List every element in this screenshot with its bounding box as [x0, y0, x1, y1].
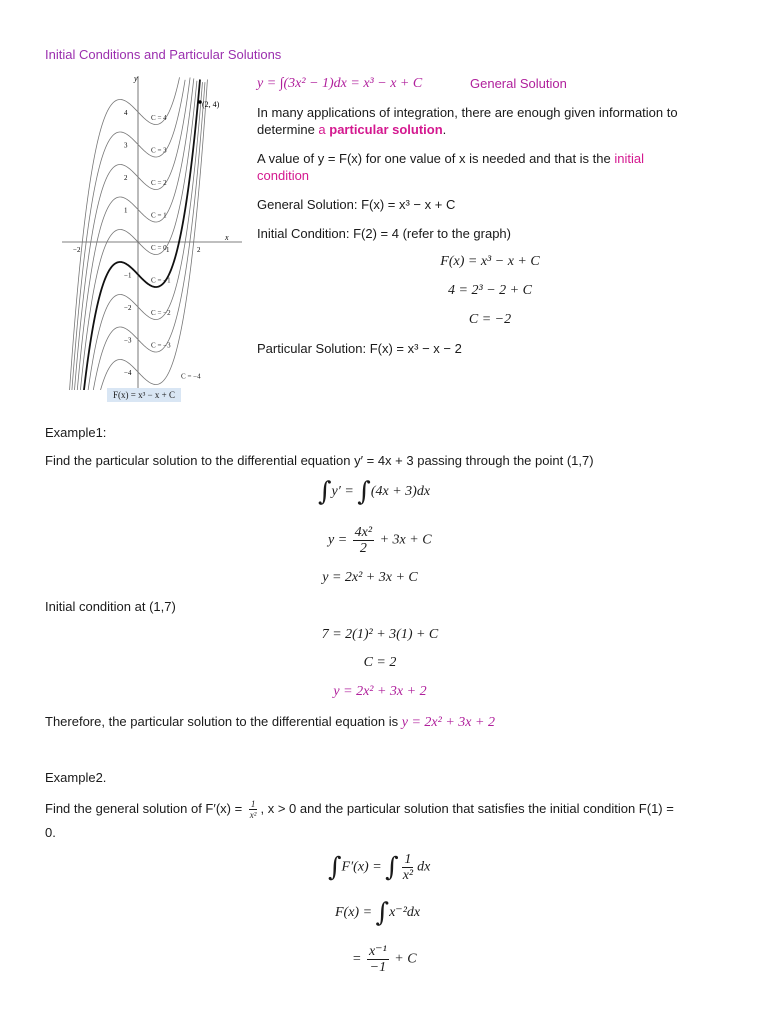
- example2-problem-line2: 0.: [45, 825, 56, 840]
- y-tick-label: −3: [124, 336, 132, 345]
- example1-c-result: C = 2: [363, 655, 397, 670]
- example1-step2: y = $\frac{\text{4x²}}{2}$ + 3x + C: [328, 525, 432, 556]
- curve-label: C = 2: [151, 178, 167, 187]
- example1-heading: Example1:: [45, 425, 107, 440]
- curve-label: C = −4: [181, 372, 201, 381]
- example1-step3: y = 2x² + 3x + C: [322, 570, 418, 585]
- example2-problem-line1: Find the general solution of F′(x) = $\frac{1}{\text{x²}}$ , x > 0 and the particular solution that satisfies the initial condition F(1) =: [45, 799, 674, 820]
- curve-c-1: [77, 78, 194, 390]
- y-tick-label: 4: [124, 109, 128, 117]
- y-tick-label: −1: [124, 271, 132, 280]
- example2-heading: Example2.: [45, 770, 107, 785]
- y-tick-label: 3: [124, 141, 128, 150]
- example2-integral: ∫F′(x) = ∫ $\frac{1}{\text{x²}}$ dx: [328, 852, 431, 883]
- curve-label: C = −2: [151, 308, 171, 317]
- intro-eq1: F(x) = x³ − x + C: [440, 254, 540, 269]
- x-tick-label: 1: [166, 246, 170, 254]
- x-axis-label: x: [225, 233, 229, 242]
- section-title: Initial Conditions and Particular Solutions: [45, 47, 282, 62]
- y-axis-label: y: [134, 74, 138, 83]
- point-label: (2, 4): [202, 100, 220, 109]
- intro-paragraph-line1: In many applications of integration, there are enough given information to: [257, 105, 678, 120]
- example1-problem: Find the particular solution to the differential equation y′ = 4x + 3 passing through the point (1,7): [45, 453, 594, 468]
- initial-term: initial: [614, 151, 644, 166]
- general-solution-line: General Solution: F(x) = x³ − x + C: [257, 197, 456, 212]
- condition-term: condition: [257, 168, 310, 183]
- y-tick-label: −2: [124, 304, 132, 312]
- x-tick-label: −2: [73, 246, 81, 254]
- example1-answer: y = 2x² + 3x + 2: [333, 684, 427, 699]
- curve-label: C = 3: [151, 146, 167, 155]
- y-tick-label: 2: [124, 174, 128, 182]
- initial-condition-line: Initial Condition: F(2) = 4 (refer to the graph): [257, 226, 511, 241]
- curve-label: C = −3: [151, 341, 171, 350]
- particular-solution-term: particular solution: [329, 122, 443, 137]
- curve-label: C = 1: [151, 211, 167, 220]
- particular-solution-line: Particular Solution: F(x) = x³ − x − 2: [257, 341, 462, 356]
- general-solution-label: General Solution: [470, 76, 567, 91]
- example1-initial-condition: Initial condition at (1,7): [45, 599, 176, 614]
- curve-c-neg2: [87, 82, 202, 390]
- curve-label: C = −1: [151, 276, 171, 285]
- y-tick-label: 1: [124, 206, 128, 215]
- example1-substitution: 7 = 2(1)² + 3(1) + C: [321, 627, 439, 642]
- intro-eq3: C = −2: [468, 312, 512, 327]
- example1-conclusion: Therefore, the particular solution to the differential equation is y = 2x² + 3x + 2: [45, 714, 495, 730]
- family-of-curves-graph: [62, 72, 242, 390]
- intro-paragraph2-line1: A value of y = F(x) for one value of x is needed and that is the initial: [257, 151, 644, 166]
- x-tick-label: 2: [197, 246, 201, 254]
- general-equation: y = ∫(3x² − 1)dx = x³ − x + C: [257, 76, 423, 91]
- y-tick-label: −4: [124, 369, 132, 377]
- curve-label: C = 0: [151, 243, 167, 252]
- graph-caption: F(x) = x³ − x + C: [107, 388, 181, 402]
- example2-step3: = $\frac{\text{x⁻¹}}{-1}$ + C: [352, 944, 417, 975]
- curve-label: C = 4: [151, 113, 167, 122]
- example1-integral: ∫y′ = ∫(4x + 3)dx: [318, 477, 431, 507]
- intro-paragraph-line2: determine a particular solution.: [257, 122, 447, 137]
- example2-step2: F(x) = ∫x⁻²dx: [335, 898, 421, 928]
- intro-eq2: 4 = 2³ − 2 + C: [448, 283, 532, 298]
